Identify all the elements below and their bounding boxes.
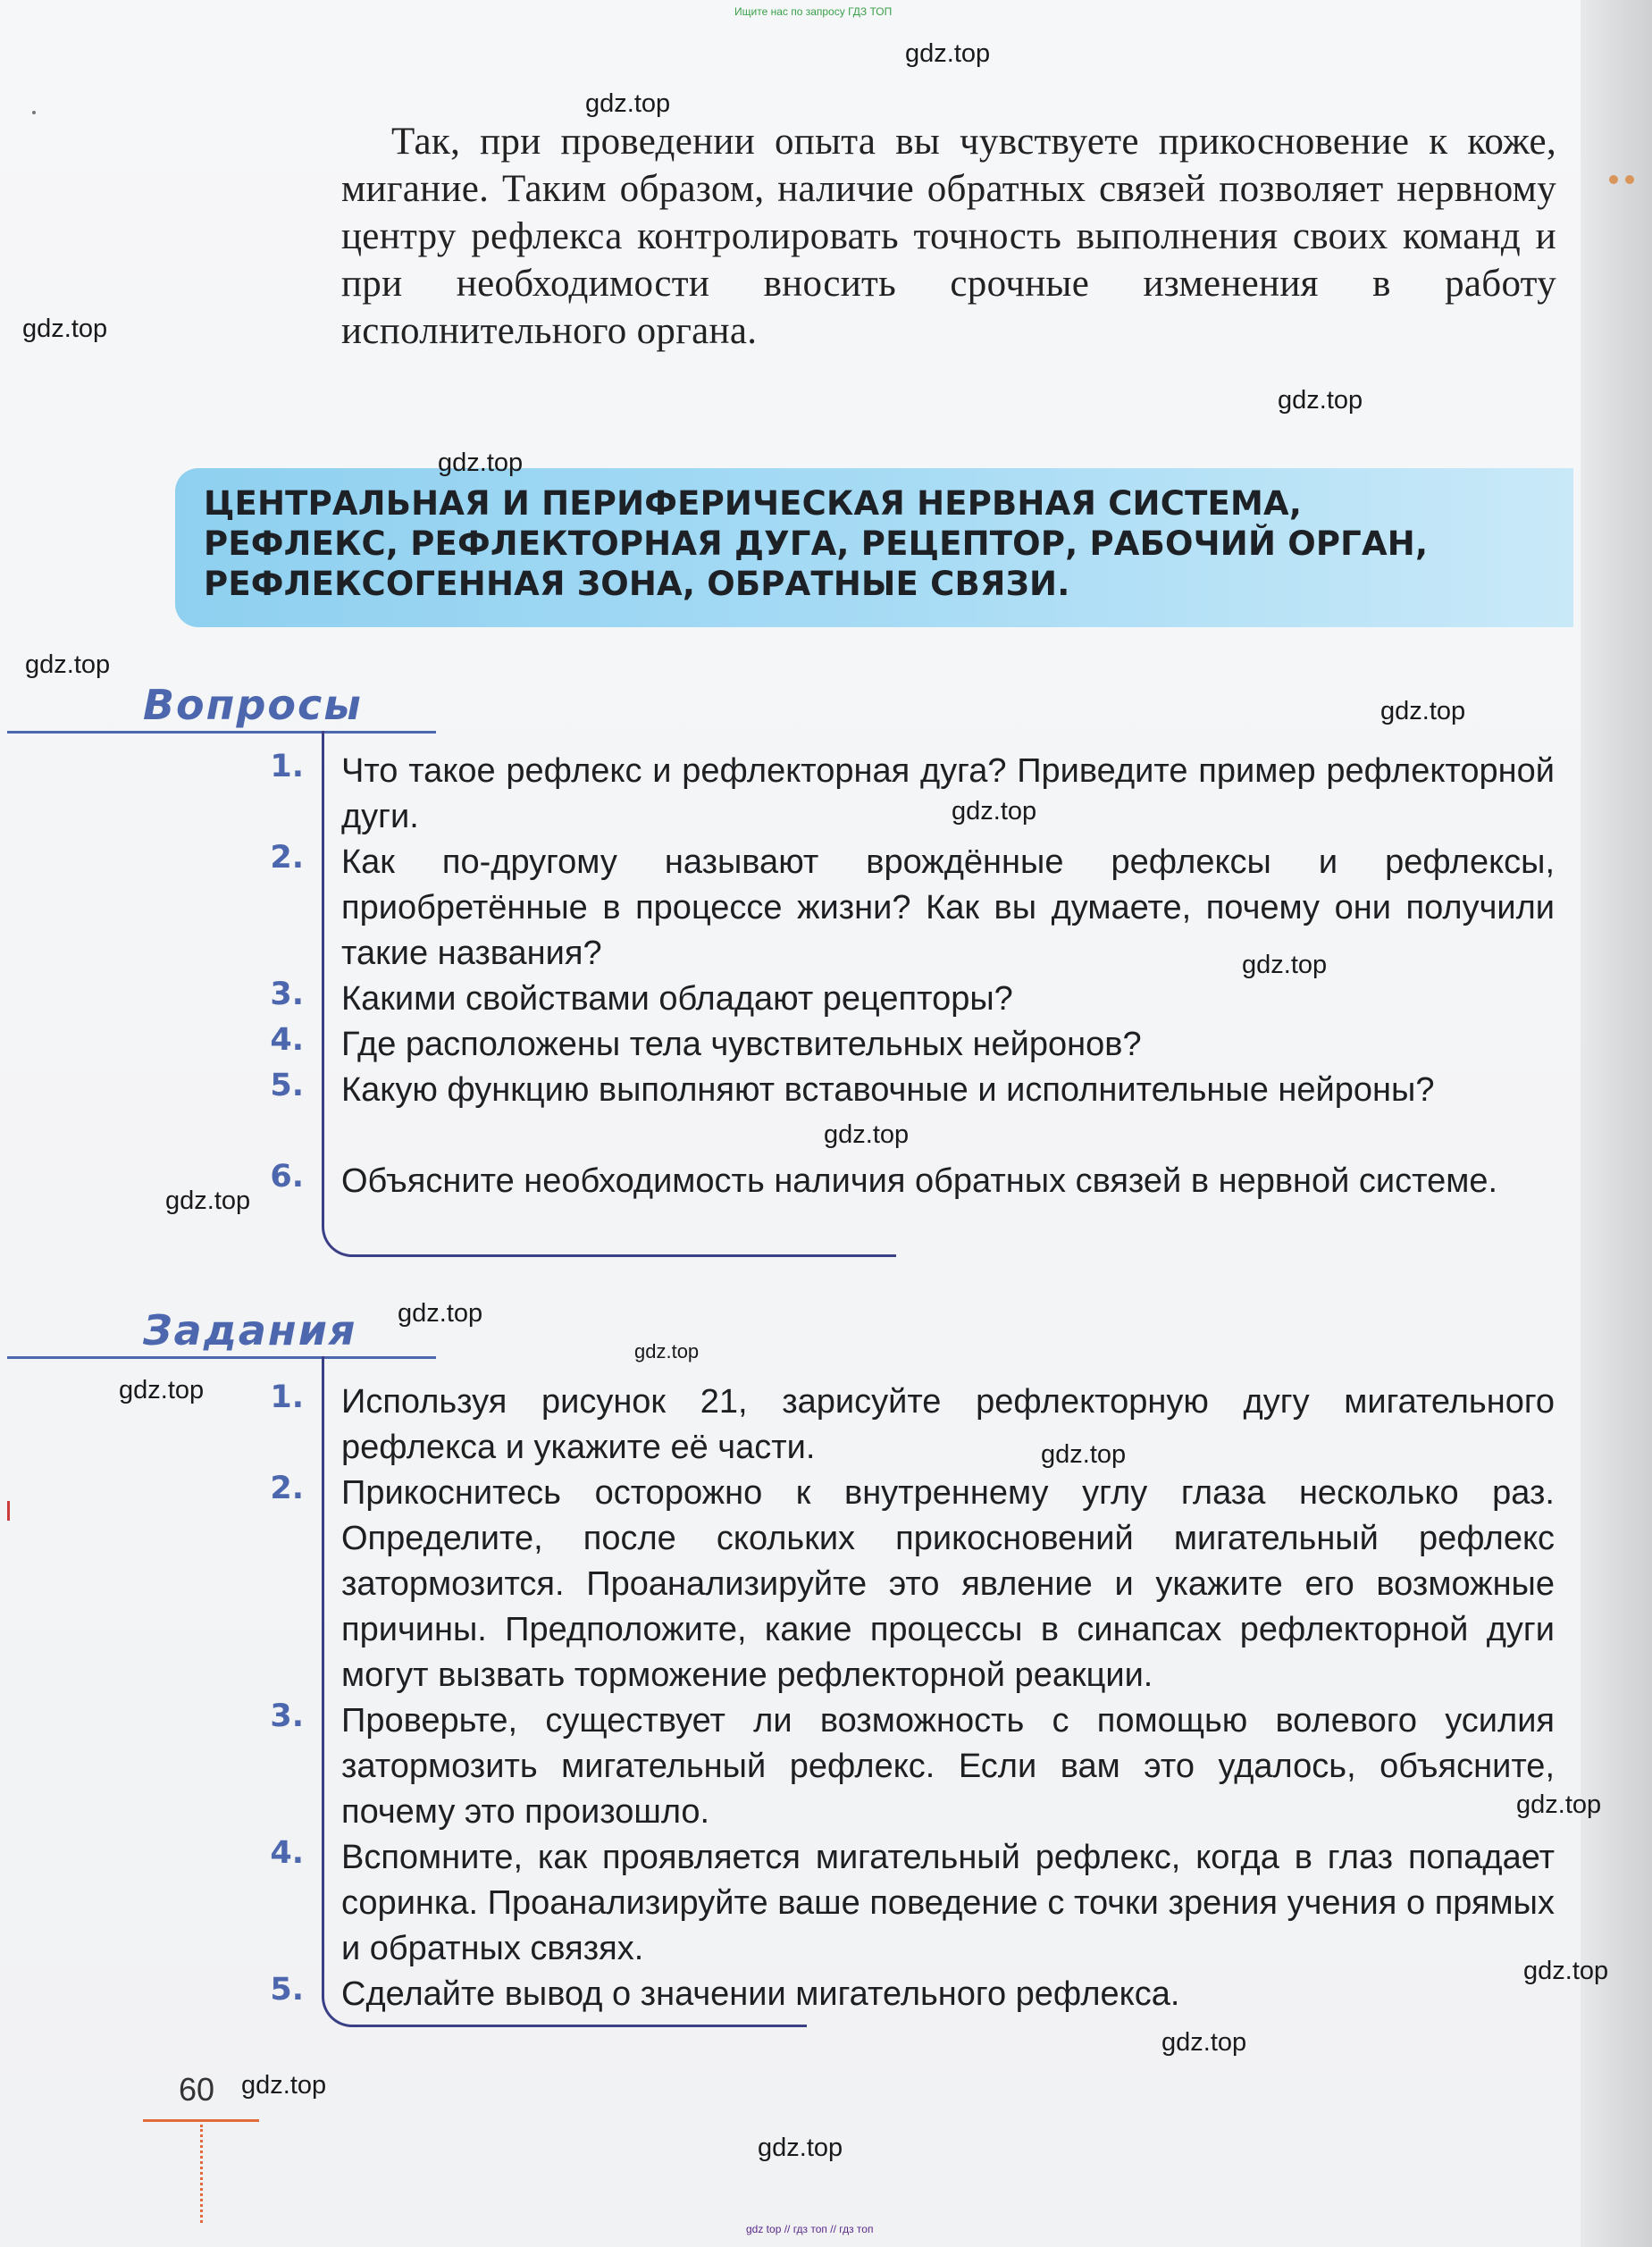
margin-mark	[32, 111, 36, 114]
page-number-dotted-line	[200, 2125, 203, 2223]
intro-paragraph	[341, 118, 1556, 355]
margin-red-mark	[7, 1501, 10, 1521]
task-text: Прикоснитесь осторожно к внутреннему углу глаза несколько раз. Определите, после скольких прикосновений мигательный рефлекс затормозится. Проанализируйте это явление и укажите его возможные причины. Предположите, какие процессы в синапсах рефлекторной дуги могут вызвать торможение рефлекторной реакции.	[341, 1474, 1555, 1694]
watermark-bottom-banner: gdz top // гдз топ // гдз топ	[746, 2223, 874, 2235]
task-text: Проверьте, существует ли возможность с помощью волевого усилия затормозить мигательный рефлекс. Если вам это удалось, объясните, почему это произошло.	[341, 1702, 1555, 1831]
task-number: 2.	[270, 1471, 304, 1506]
question-text: Что такое рефлекс и рефлекторная дуга? Приведите пример рефлекторной дуги.	[341, 752, 1555, 835]
watermark-text: gdz.top	[905, 39, 991, 68]
task-text: Используя рисунок 21, зарисуйте рефлекторную дугу мигательного рефлекса и укажите её части.	[341, 1383, 1555, 1466]
key-terms-line: РЕФЛЕКС, РЕФЛЕКТОРНАЯ ДУГА, РЕЦЕПТОР, РАБОЧИЙ ОРГАН,	[204, 524, 1429, 563]
watermark-text: gdz.top	[1278, 386, 1363, 415]
page-number-rule	[143, 2119, 259, 2122]
intro-text: Так, при проведении опыта вы чувствуете прикосновение к коже, мигание. Таким образом, наличие обратных связей позволяет нервному центру рефлекса контролировать точность выполнения своих команд и при необходимости вносить срочные изменения в работу исполнительного органа.	[341, 121, 1556, 352]
task-number: 5.	[270, 1972, 304, 2008]
page-spine-edge	[1581, 0, 1652, 2247]
watermark-text: gdz.top	[22, 314, 108, 343]
edge-marker-dots	[1609, 175, 1634, 184]
question-number: 4.	[270, 1022, 304, 1058]
watermark-text: gdz.top	[119, 1376, 205, 1404]
watermark-text: gdz.top	[1041, 1440, 1127, 1469]
watermark-text: gdz.top	[634, 1340, 700, 1362]
watermark-text: gdz.top	[398, 1299, 483, 1328]
key-terms-line: ЦЕНТРАЛЬНАЯ И ПЕРИФЕРИЧЕСКАЯ НЕРВНАЯ СИСТЕМА,	[204, 484, 1303, 523]
question-text: Как по-другому называют врождённые рефлексы и рефлексы, приобретённые в процессе жизни? Как вы думаете, почему они получили такие названия?	[341, 843, 1555, 972]
watermark-text: gdz.top	[1380, 697, 1466, 725]
key-terms-line: РЕФЛЕКСОГЕННАЯ ЗОНА, ОБРАТНЫЕ СВЯЗИ.	[204, 565, 1070, 603]
question-number: 2.	[270, 840, 304, 876]
watermark-text: gdz.top	[1161, 2028, 1247, 2057]
watermark-text: gdz.top	[1523, 1957, 1609, 1985]
question-text: Какими свойствами обладают рецепторы?	[341, 980, 1013, 1018]
watermark-text: gdz.top	[438, 449, 524, 477]
watermark-text: gdz.top	[1242, 951, 1328, 979]
question-number: 3.	[270, 977, 304, 1012]
questions-heading: Вопросы	[143, 681, 363, 729]
question-number: 1.	[270, 749, 304, 784]
question-text: Где расположены тела чувствительных нейронов?	[341, 1026, 1142, 1063]
watermark-text: gdz.top	[952, 797, 1037, 826]
task-text: Вспомните, как проявляется мигательный рефлекс, когда в глаз попадает соринка. Проанализируйте ваше поведение с точки зрения учения о прямых и обратных связях.	[341, 1839, 1555, 1967]
page-number: 60	[179, 2071, 215, 2108]
watermark-text: gdz.top	[1516, 1790, 1602, 1819]
task-number: 1.	[270, 1379, 304, 1415]
task-number: 4.	[270, 1835, 304, 1871]
watermark-text: gdz.top	[25, 650, 111, 679]
tasks-heading: Задания	[143, 1306, 357, 1354]
watermark-top-banner: Ищите нас по запросу ГДЗ ТОП	[734, 5, 893, 18]
watermark-text: gdz.top	[758, 2134, 843, 2162]
question-number: 5.	[270, 1068, 304, 1103]
watermark-text: gdz.top	[241, 2071, 327, 2100]
key-terms	[204, 483, 1544, 604]
question-number: 6.	[270, 1159, 304, 1195]
question-text: Какую функцию выполняют вставочные и исполнительные нейроны?	[341, 1071, 1435, 1109]
task-number: 3.	[270, 1698, 304, 1734]
watermark-text: gdz.top	[585, 89, 671, 118]
watermark-text: gdz.top	[165, 1186, 251, 1215]
watermark-text: gdz.top	[824, 1120, 910, 1149]
question-text: Объясните необходимость наличия обратных связей в нервной системе.	[341, 1162, 1498, 1200]
task-text: Сделайте вывод о значении мигательного рефлекса.	[341, 1975, 1180, 2013]
